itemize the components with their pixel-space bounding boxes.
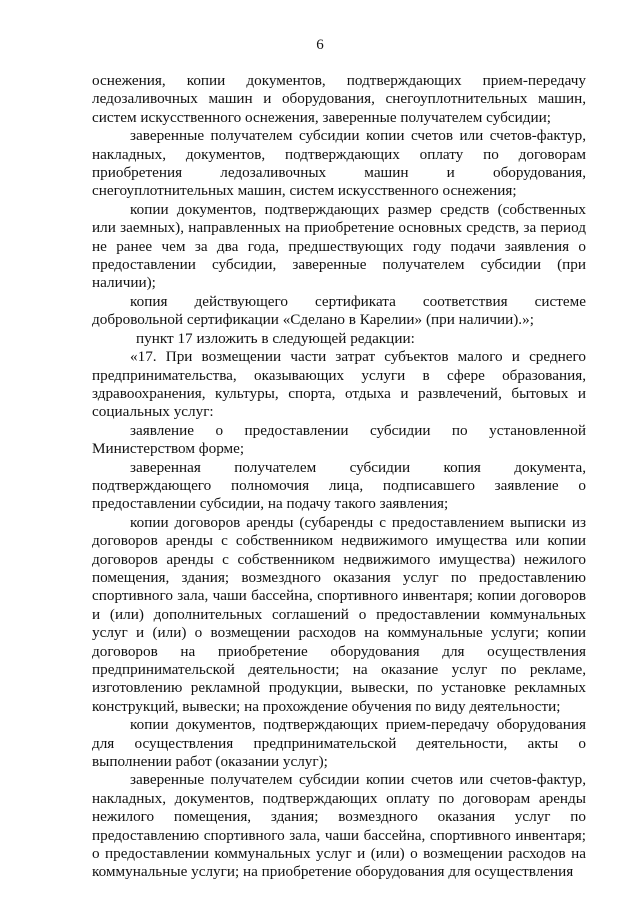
page-number: 6 bbox=[316, 37, 324, 53]
paragraph-9: копии договоров аренды (субаренды с предоставлением выписки из договоров аренды с собственником недвижимого имущества или копии договоров аренды с собственником недвижимого имущества) нежилого помещения, здания; возмездного оказания услуг по предоставлению спортивного зала, чаши бассейна, спортивного инвентаря; копии договоров и (или) дополнительных соглашений о предоставлении коммунальных услуг и (или) о возмещении расходов на коммунальные услуги; копии договоров на приобретение оборудования для осуществления предпринимательской деятельности; на оказание услуг по рекламе, изготовлению рекламной продукции, вывески, по установке рекламных конструкций, вывески; на прохождение обучения по виду деятельности; bbox=[92, 513, 586, 715]
paragraph-8: заверенная получателем субсидии копия документа, подтверждающего полномочия лица, подписавшего заявление о предоставлении субсидии, на подачу такого заявления; bbox=[92, 458, 586, 513]
paragraph-1: оснежения, копии документов, подтверждающих прием-передачу ледозаливочных машин и оборудования, снегоуплотнительных машин, систем искусственного оснежения, заверенные получателем субсидии; bbox=[92, 72, 586, 126]
paragraph-3: копии документов, подтверждающих размер средств (собственных или заемных), направленных на приобретение основных средств, за период не ранее чем за два года, предшествующих году подачи заявления о предоставлении субсидии, заверенные получателем субсидии (при наличии); bbox=[92, 200, 586, 292]
paragraph-5: пункт 17 изложить в следующей редакции: bbox=[136, 329, 415, 347]
paragraph-4: копия действующего сертификата соответствия системе добровольной сертификации «Сделано в Карелии» (при наличии).»; bbox=[92, 292, 586, 329]
paragraph-2: заверенные получателем субсидии копии счетов или счетов-фактур, накладных, документов, подтверждающих оплату по договорам приобретения ледозаливочных машин и оборудования, снегоуплотнительных машин, систем искусственного оснежения; bbox=[92, 127, 586, 200]
paragraph-6: «17. При возмещении части затрат субъектов малого и среднего предпринимательства, оказывающих услуги в сфере образования, здравоохранения, культуры, спорта, отдыха и развлечений, бытовых и социальных услуг: bbox=[92, 348, 586, 421]
paragraph-7: заявление о предоставлении субсидии по установленной Министерством форме; bbox=[92, 421, 586, 458]
paragraph-11: заверенные получателем субсидии копии счетов или счетов-фактур, накладных, документов, подтверждающих оплату по договорам аренды нежилого помещения, здания; возмездного оказания услуг по предоставлению спортивного зала, чаши бассейна, спортивного инвентаря; о предоставлении коммунальных услуг и (или) о возмещении расходов на коммунальные услуги; на приобретение оборудования для осуществления bbox=[92, 771, 586, 881]
document-body bbox=[92, 72, 586, 882]
paragraph-10: копии документов, подтверждающих прием-передачу оборудования для осуществления предпринимательской деятельности, акты о выполнении работ (оказании услуг); bbox=[92, 716, 586, 771]
